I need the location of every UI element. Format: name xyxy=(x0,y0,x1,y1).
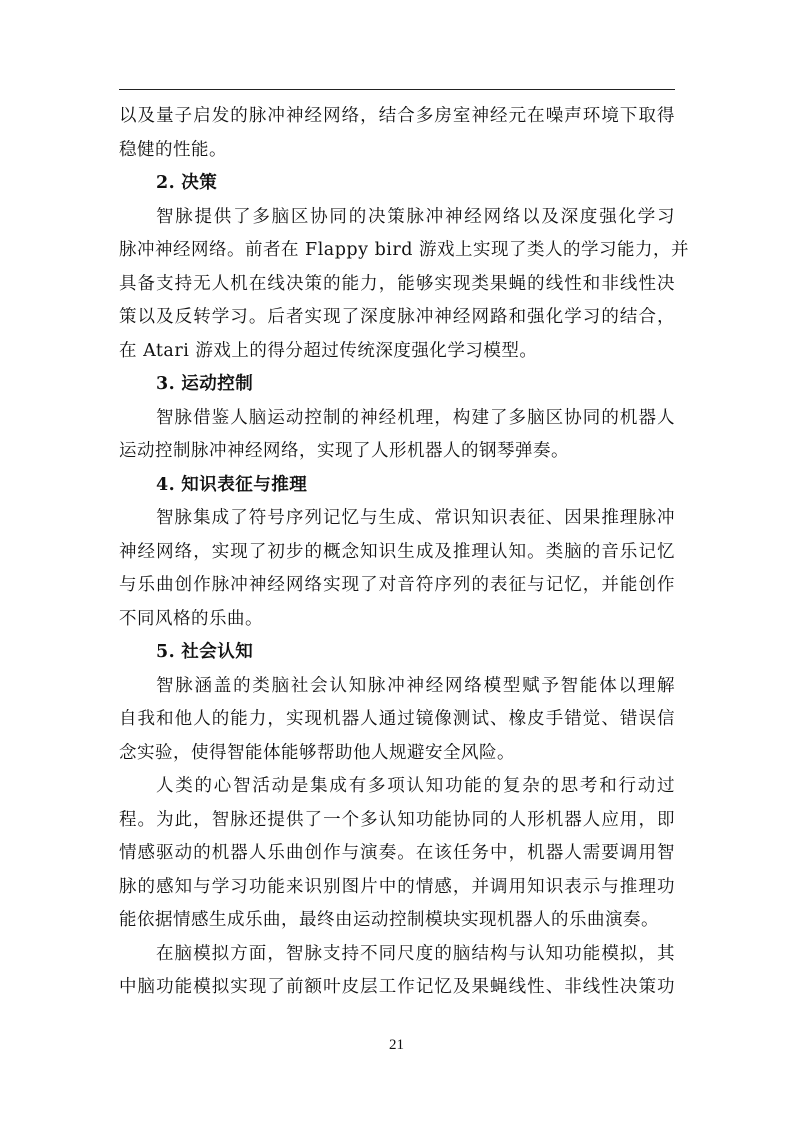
section-heading-social-cognition xyxy=(119,636,675,670)
page-content xyxy=(119,100,690,1005)
paragraph-line: 不同风格的乐曲。 xyxy=(119,608,263,629)
section-heading-motor-control xyxy=(119,368,675,402)
paragraph-line: 智脉提供了多脑区协同的决策脉冲神经网络以及深度强化学习 xyxy=(156,206,675,227)
section-number: 3. xyxy=(156,374,176,394)
paragraph-line: 运动控制脉冲神经网络，实现了人形机器人的钢琴弹奏。 xyxy=(119,441,569,461)
paragraph-line: 程。为此，智脉还提供了一个多认知功能协同的人形机器人应用，即 xyxy=(119,809,675,830)
section-heading-knowledge xyxy=(119,469,675,503)
paragraph-line: 念实验，使得智能体能够帮助他人规避安全风险。 xyxy=(119,742,515,763)
section-heading-decision xyxy=(119,167,675,201)
page-number: 21 xyxy=(389,1037,404,1053)
section-number: 4. xyxy=(156,474,176,495)
paragraph-line: 稳健的性能。 xyxy=(119,139,227,160)
section-number: 5. xyxy=(156,642,176,662)
paragraph-line: 自我和他人的能力，实现机器人通过镜像测试、橡皮手错觉、错误信 xyxy=(119,709,675,729)
paragraph-line: 策以及反转学习。后者实现了深度脉冲神经网路和强化学习的结合， xyxy=(119,307,675,327)
paragraph-line: 能依据情感生成乐曲，最终由运动控制模块实现机器人的乐曲演奏。 xyxy=(119,910,659,930)
paragraph-line: 脉的感知与学习功能来识别图片中的情感，并调用知识表示与推理功 xyxy=(119,876,675,897)
paragraph-line: 智脉集成了符号序列记忆与生成、常识知识表征、因果推理脉冲 xyxy=(156,508,675,528)
header-rule xyxy=(119,89,675,90)
paragraph-line: 脉冲神经网络。前者在 Flappy bird 游戏上实现了类人的学习能力，并 xyxy=(119,240,690,260)
paragraph-line: 具备支持无人机在线决策的能力，能够实现类果蝇的线性和非线性决 xyxy=(119,273,675,294)
paragraph-line: 人类的心智活动是集成有多项认知功能的复杂的思考和行动过 xyxy=(156,776,675,796)
paragraph-line: 与乐曲创作脉冲神经网络实现了对音符序列的表征与记忆，并能创作 xyxy=(119,575,675,595)
section-title: 决策 xyxy=(181,173,218,193)
section-title: 知识表征与推理 xyxy=(181,474,308,495)
section-number: 2. xyxy=(156,173,176,193)
paragraph-line: 在 Atari 游戏上的得分超过传统深度强化学习模型。 xyxy=(119,340,538,361)
paragraph-line: 智脉借鉴人脑运动控制的神经机理，构建了多脑区协同的机器人 xyxy=(156,407,675,428)
section-title: 运动控制 xyxy=(181,374,254,394)
paragraph-line: 智脉涵盖的类脑社会认知脉冲神经网络模型赋予智能体以理解 xyxy=(156,675,675,696)
section-title: 社会认知 xyxy=(181,642,254,662)
paragraph-line: 情感驱动的机器人乐曲创作与演奏。在该任务中，机器人需要调用智 xyxy=(119,843,675,863)
paragraph-line: 中脑功能模拟实现了前额叶皮层工作记忆及果蝇线性、非线性决策功 xyxy=(119,977,675,997)
paragraph-line: 在脑模拟方面，智脉支持不同尺度的脑结构与认知功能模拟，其 xyxy=(156,943,675,964)
paragraph-line: 以及量子启发的脉冲神经网络，结合多房室神经元在噪声环境下取得 xyxy=(119,106,675,126)
paragraph-line: 神经网络，实现了初步的概念知识生成及推理认知。类脑的音乐记忆 xyxy=(119,541,675,562)
